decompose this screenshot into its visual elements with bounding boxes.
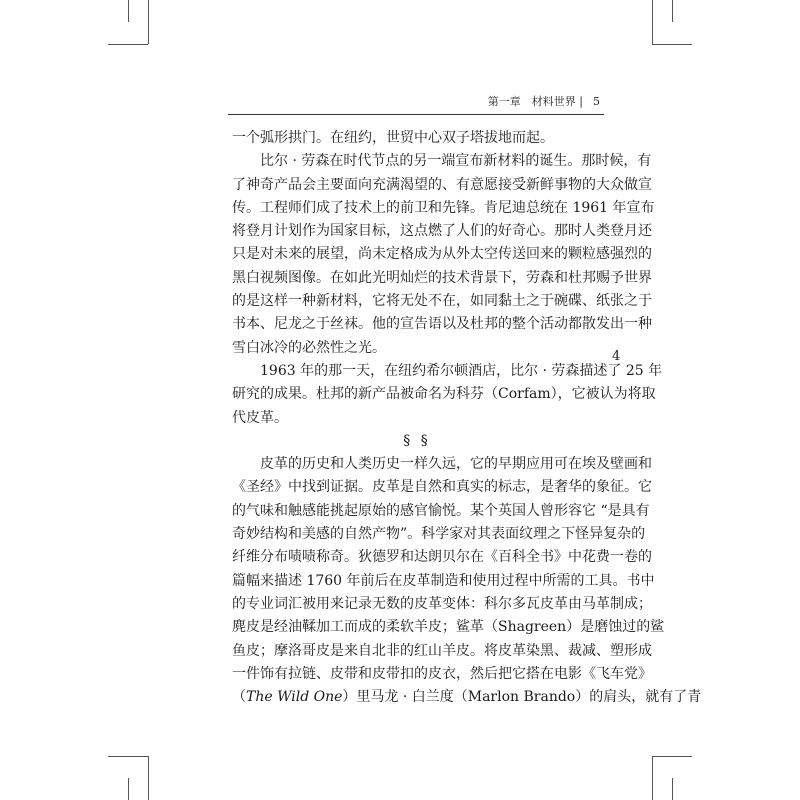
text-line: 雪白冰冷的必然性之光。 bbox=[232, 339, 386, 356]
margin-page-reference: 4 bbox=[612, 349, 621, 364]
running-header bbox=[470, 91, 600, 111]
section-break: § § bbox=[403, 432, 431, 449]
crop-mark-top-right-horizontal bbox=[652, 44, 692, 45]
crop-mark-bottom-right-horizontal bbox=[652, 756, 692, 757]
text-line: 比尔 · 劳森在时代节点的另一端宣布新材料的诞生。那时候，有 bbox=[232, 153, 652, 170]
text-line: 研究的成果。杜邦的新产品被命名为科芬（Corfam），它被认为将取 bbox=[232, 386, 656, 403]
crop-mark-bottom-left-vertical bbox=[148, 756, 149, 800]
text-line: 传。工程师们成了技术上的前卫和先锋。肯尼迪总统在 1961 年宣布 bbox=[232, 199, 655, 216]
crop-mark-bottom-right-vertical-inner bbox=[672, 778, 673, 800]
text-line: 书本、尼龙之于丝袜。他的宣告语以及杜邦的整个活动都散发出一种 bbox=[232, 316, 652, 333]
chapter-title: 第一章 材料世界 | bbox=[487, 95, 583, 108]
crop-mark-top-left-vertical bbox=[148, 0, 149, 44]
header-rule bbox=[228, 114, 604, 115]
text-line: 一件饰有拉链、皮带和皮带扣的皮衣，然后把它搭在电影《飞车党》 bbox=[232, 665, 652, 682]
text-line: 纤维分布啧啧称奇。狄德罗和达朗贝尔在《百科全书》中花费一卷的 bbox=[232, 549, 652, 566]
text-line: 黑白视频图像。在如此光明灿烂的技术背景下，劳森和杜邦赐予世界 bbox=[232, 269, 652, 286]
crop-mark-bottom-right-vertical bbox=[652, 756, 653, 800]
text-line: 鱼皮；摩洛哥皮是来自北非的红山羊皮。将皮革染黑、裁减、塑形成 bbox=[232, 642, 652, 659]
text-line: 只是对未来的展望，尚未定格成为从外太空传送回来的颗粒感强烈的 bbox=[232, 246, 652, 263]
crop-mark-top-left-horizontal bbox=[108, 44, 148, 45]
text-line: （The Wild One）里马龙 · 白兰度（Marlon Brando）的肩头，就有了青 bbox=[232, 689, 702, 706]
text-line: 1963 年的那一天，在纽约希尔顿酒店，比尔 · 劳森描述了 25 年 bbox=[232, 362, 663, 379]
text-line: 的是这样一种新材料，它将无处不在，如同黏土之于碗碟、纸张之于 bbox=[232, 293, 652, 310]
text-line: 篇幅来描述 1760 年前后在皮革制造和使用过程中所需的工具。书中 bbox=[232, 572, 655, 589]
text-line: 的专业词汇被用来记录无数的皮革变体：科尔多瓦皮革由马革制成； bbox=[232, 595, 652, 612]
page-number: 5 bbox=[593, 94, 600, 108]
text-line: 了神奇产品会主要面向充满渴望的、有意愿接受新鲜事物的大众做宣 bbox=[232, 176, 652, 193]
text-line: 一个弧形拱门。在纽约，世贸中心双子塔拔地而起。 bbox=[232, 130, 554, 146]
text-line: 代皮革。 bbox=[232, 409, 288, 426]
text-line: 皮革的历史和人类历史一样久远，它的早期应用可在埃及壁画和 bbox=[232, 456, 652, 473]
film-title: The Wild One bbox=[246, 689, 343, 706]
text-line: 将登月计划作为国家目标，这点燃了人们的好奇心。那时人类登月还 bbox=[232, 223, 652, 240]
crop-mark-top-left-vertical-inner bbox=[128, 0, 129, 22]
crop-mark-bottom-left-vertical-inner bbox=[128, 778, 129, 800]
crop-mark-bottom-left-horizontal bbox=[108, 756, 148, 757]
crop-mark-top-right-vertical bbox=[652, 0, 653, 44]
text-line: 《圣经》中找到证据。皮革是自然和真实的标志，是奢华的象征。它 bbox=[232, 479, 652, 496]
text-line: 的气味和触感能挑起原始的感官愉悦。某个英国人曾形容它 “是具有 bbox=[232, 502, 650, 519]
text-line: 奇妙结构和美感的自然产物”。科学家对其表面纹理之下怪异复杂的 bbox=[232, 526, 646, 543]
crop-mark-top-right-vertical-inner bbox=[672, 0, 673, 22]
body-text bbox=[232, 127, 702, 709]
text-line: 麂皮是经油鞣加工而成的柔软羊皮；鲨革（Shagreen）是磨蚀过的鲨 bbox=[232, 619, 665, 636]
